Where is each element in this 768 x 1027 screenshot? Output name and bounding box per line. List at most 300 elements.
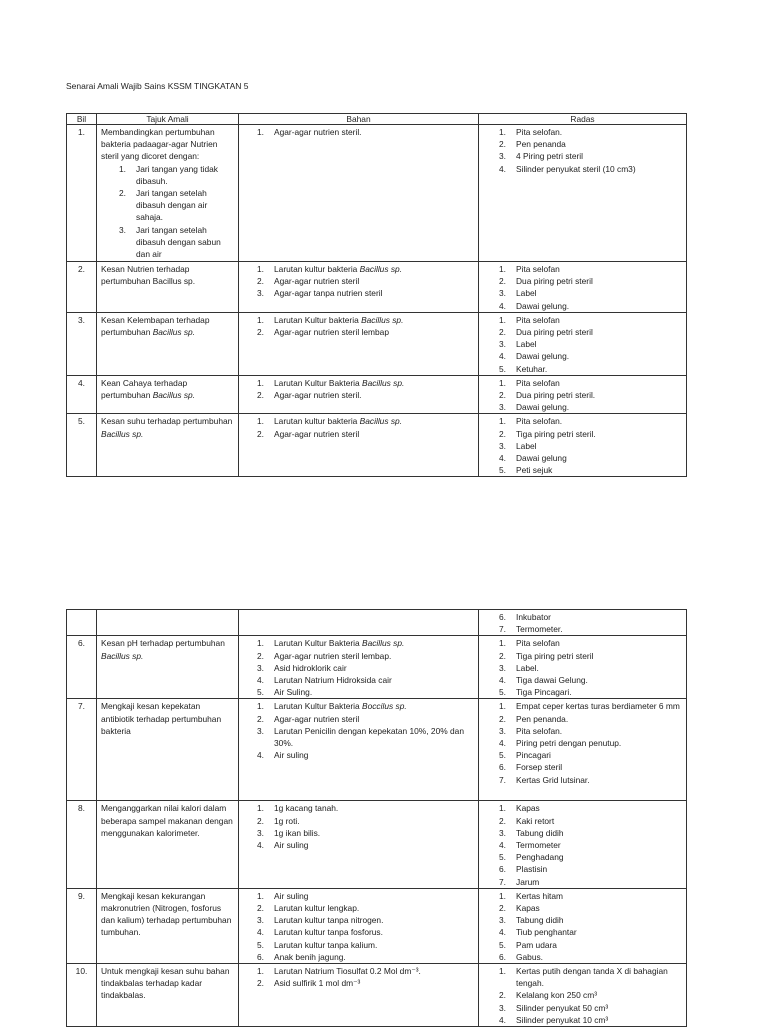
list-text [516,1002,608,1014]
text-segment: Tiub penghantar [516,927,577,938]
list-item [483,774,682,786]
list-item [483,389,682,401]
list-number: 1. [499,264,506,274]
text-segment: Tabung didih [516,915,564,926]
text-segment: 1g ikan bilis. [274,827,321,838]
list-text [516,363,547,375]
text-segment: Larutan Natrium Tiosulfat 0.2 Mol dm⁻³. [274,966,421,977]
list-item [243,637,474,649]
list-text [136,224,234,261]
text-segment: Larutan Natrium Hidroksida cair [274,675,392,686]
text-segment: Inkubator [516,612,551,622]
text-segment: Dua piring petri steril. [516,390,596,401]
italic-text: Boccilus sp. [362,701,407,712]
text-segment: Peti sejuk [516,465,553,476]
list-item [483,314,682,326]
list-text [516,902,540,914]
cell-bil [67,610,97,636]
list-number: 3. [257,725,264,736]
list-item [483,863,682,875]
list-item [243,377,474,389]
table-row [67,636,687,699]
text-segment: Label [516,288,537,299]
list-number: 2. [257,713,264,724]
list-number: 1. [499,314,506,325]
list-item [243,926,474,938]
table-row [67,610,687,636]
list-number: 2. [257,390,264,401]
cell-bahan [239,125,479,262]
table-row [67,262,687,313]
cell-bil: 5. [67,414,97,477]
list-number: 1. [257,803,264,814]
list-text [274,326,389,338]
numbered-list [483,700,682,785]
list-number: 2. [499,276,506,287]
list-text [516,401,569,413]
list-number: 5. [257,939,264,950]
table-row [67,312,687,375]
list-number: 1. [499,127,506,137]
list-number: 4. [499,1014,506,1025]
italic-text: Bacillus sp. [359,264,403,274]
numbered-list [243,802,474,851]
list-text [274,428,359,440]
list-text [516,761,562,773]
text-segment: Tiga dawai Gelung. [516,675,588,686]
list-number: 4. [499,351,506,362]
tajuk-text [101,415,234,439]
list-item [483,300,682,312]
list-number: 4. [499,738,506,749]
numbered-list [243,890,474,963]
tajuk-text [101,377,234,401]
list-item [483,338,682,350]
numbered-list [243,263,474,300]
list-text [274,263,402,275]
list-text [516,686,572,698]
list-number: 5. [499,750,506,761]
list-number: 3. [499,402,506,413]
italic-text: Bacillus sp. [359,416,403,427]
list-number: 3. [499,440,506,451]
list-text [516,725,562,737]
text-segment: Kapas [516,903,540,914]
cell-bahan [239,636,479,699]
list-number: 2. [499,139,506,150]
list-item [483,914,682,926]
list-item [243,815,474,827]
list-text [516,774,590,786]
list-item [243,326,474,338]
numbered-list [483,802,682,887]
list-item [483,611,682,623]
cell-bil: 9. [67,888,97,963]
text-segment: Kapas [516,803,540,814]
list-number: 4. [499,840,506,851]
list-text [516,428,596,440]
text-segment: Dawai gelung. [516,300,570,311]
cell-tajuk-amali [97,636,239,699]
list-number: 3. [257,288,264,299]
list-item [483,951,682,963]
list-item [243,890,474,902]
cell-bahan [239,414,479,477]
list-number: 4. [257,750,264,761]
list-text [274,415,402,427]
list-item [483,623,682,635]
list-item [483,415,682,427]
list-item [483,126,682,138]
list-text [516,338,537,350]
list-number: 2. [257,903,264,914]
list-item [483,150,682,162]
text-segment: Dua piring petri steril [516,276,593,287]
list-item [483,650,682,662]
list-item [483,827,682,839]
cell-bahan [239,312,479,375]
list-item [483,464,682,476]
list-item [243,839,474,851]
list-number: 2. [499,903,506,914]
cell-bahan [239,801,479,888]
list-number: 4. [257,840,264,851]
list-number: 2. [119,188,126,199]
text-segment: Tabung didih [516,827,564,838]
list-number: 2. [499,428,506,439]
list-text [274,939,377,951]
cell-radas [479,610,687,636]
numbered-list [243,415,474,439]
list-text [516,326,593,338]
text-segment: Kaki retort [516,815,555,826]
list-text [274,650,391,662]
list-item [243,914,474,926]
numbered-list [243,126,474,138]
cell-bahan [239,375,479,414]
list-text [516,126,562,138]
cell-tajuk-amali [97,801,239,888]
text-segment: Jari tangan setelah dibasuh dengan air sahaja. [136,188,208,223]
text-segment: Air suling [274,840,309,851]
cell-tajuk-amali [97,312,239,375]
list-item [243,314,474,326]
cell-radas [479,375,687,414]
list-number: 2. [499,815,506,826]
list-number: 1. [499,890,506,901]
table-row [67,888,687,963]
tajuk-text [101,890,234,939]
text-segment: Empat ceper kertas turas berdiameter 6 mm [516,701,680,712]
list-item [243,713,474,725]
list-text [516,440,537,452]
italic-text: Bacillus sp. [152,390,196,401]
list-text [274,914,383,926]
numbered-list [483,890,682,963]
text-segment: Pita selofan. [516,127,563,137]
list-item [483,989,682,1001]
cell-bil: 10. [67,964,97,1027]
text-segment: Agar-agar nutrien steril. [274,127,362,137]
list-item [483,876,682,888]
text-segment: Air suling [274,890,309,901]
cell-radas [479,636,687,699]
list-item [483,713,682,725]
numbered-list [243,965,474,989]
list-item [101,224,234,261]
text-segment: Asid sulfirik 1 mol dm⁻³ [274,978,361,989]
list-text [274,926,383,938]
list-item [483,326,682,338]
text-segment: Forsep steril [516,762,563,773]
list-text [516,713,568,725]
list-number: 1. [499,638,506,649]
cell-radas [479,964,687,1027]
numbered-list [483,263,682,312]
cell-bahan [239,262,479,313]
list-number: 4. [499,927,506,938]
text-segment: Pen penanda. [516,713,569,724]
list-text [516,415,562,427]
list-text [274,839,308,851]
list-item [243,275,474,287]
text-segment: Agar-agar nutrien steril [274,276,360,287]
list-text [274,713,359,725]
text-segment: Kertas Grid lutsinar. [516,774,590,785]
text-segment: Dua piring petri steril [516,327,593,338]
list-item [483,749,682,761]
list-text [274,674,392,686]
list-text [274,965,421,977]
list-text [516,749,551,761]
list-text [516,965,682,989]
cell-tajuk-amali [97,125,239,262]
list-text [516,674,588,686]
list-text [274,686,312,698]
cell-tajuk-amali [97,375,239,414]
tajuk-text [101,802,234,839]
list-number: 3. [257,915,264,926]
list-number: 1. [499,966,506,977]
numbered-list [483,637,682,698]
cell-bahan [239,964,479,1027]
list-item [243,415,474,427]
list-text [274,275,359,287]
text-segment: Pincagari [516,750,551,761]
list-text [516,623,563,635]
text-segment: Agar-agar tanpa nutrien steril [274,288,383,299]
text-segment: Air Suling. [274,687,313,698]
list-number: 5. [499,465,506,476]
text-segment: Agar-agar nutrien steril lembap [274,327,389,338]
document-title: Senarai Amali Wajib Sains KSSM TINGKATAN 5 [66,81,249,91]
list-text [516,737,621,749]
list-number: 1. [499,377,506,388]
list-number: 3. [499,339,506,350]
numbered-list [483,377,682,414]
list-text [274,389,362,401]
list-number: 6. [499,612,506,622]
header-radas: Radas [479,114,687,125]
list-text [516,650,593,662]
italic-text: Bacillus sp. [152,327,196,338]
numbered-list [243,637,474,698]
text-segment: Larutan Kultur Bakteria [274,377,362,388]
list-number: 1. [257,416,264,427]
numbered-list [243,700,474,761]
list-item [243,686,474,698]
list-text [274,126,362,138]
list-text [516,914,564,926]
list-text [274,377,404,389]
cell-bil: 4. [67,375,97,414]
list-number: 2. [257,978,264,989]
text-segment: Plastisin [516,864,548,875]
list-number: 3. [499,915,506,926]
list-number: 2. [499,990,506,1001]
list-item [483,637,682,649]
cell-bil: 7. [67,699,97,801]
cell-bil: 8. [67,801,97,888]
text-segment: Agar-agar nutrien steril. [274,390,362,401]
text-segment: Kesan Nutrien terhadap pertumbuhan Bacillus sp. [101,264,196,287]
text-segment: Dawai gelung. [516,402,570,413]
header-bahan: Bahan [239,114,479,125]
list-item [483,428,682,440]
list-number: 7. [499,774,506,785]
cell-tajuk-amali [97,262,239,313]
list-number: 6. [257,951,264,962]
list-text [516,314,560,326]
text-segment: Dawai gelung. [516,351,570,362]
list-number: 6. [499,951,506,962]
text-segment: Label [516,339,537,350]
text-segment: Larutan kultur bakteria [274,264,360,274]
list-item [483,1014,682,1026]
list-text [516,138,566,150]
table-row [67,964,687,1027]
list-number: 1. [499,803,506,814]
text-segment: Gabus. [516,951,544,962]
list-item [483,440,682,452]
list-item [483,700,682,712]
list-number: 6. [499,864,506,875]
list-text [516,926,577,938]
table-row [67,801,687,888]
list-item [483,363,682,375]
text-segment: Air suling [274,750,309,761]
list-text [516,700,680,712]
list-number: 2. [257,650,264,661]
list-number: 1. [257,127,264,137]
cell-bahan [239,699,479,801]
list-text [274,890,308,902]
table-row [67,699,687,801]
text-segment: Agar-agar nutrien steril [274,713,360,724]
text-segment: Larutan kultur tanpa kalium. [274,939,378,950]
list-item [243,802,474,814]
list-item [483,287,682,299]
numbered-list [483,965,682,1026]
list-number: 5. [499,363,506,374]
text-segment: Tiga piring petri steril [516,650,594,661]
list-text [274,951,346,963]
list-item [243,674,474,686]
list-text [516,939,557,951]
text-segment: Asid hidroklorik cair [274,662,347,673]
text-segment: Untuk mengkaji kesan suhu bahan tindakbalas terhadap kadar tindakbalas. [101,966,230,1001]
list-number: 3. [499,662,506,673]
text-segment: 4 Piring petri steril [516,151,584,162]
list-number: 4. [257,675,264,686]
list-number: 3. [119,224,126,235]
list-number: 7. [499,876,506,887]
text-segment: Kertas putih dengan tanda X di bahagian tengah. [516,966,668,989]
list-text [516,839,561,851]
list-item [483,737,682,749]
list-text [516,377,560,389]
text-segment: 1g kacang tanah. [274,803,339,814]
table-header-row [67,114,687,125]
list-item [483,350,682,362]
list-number: 2. [257,815,264,826]
list-item [243,827,474,839]
cell-radas [479,801,687,888]
text-segment: Mengkaji kesan kepekatan antibiotik terhadap pertumbuhan bakteria [101,701,222,736]
list-item [483,163,682,175]
list-text [136,163,234,187]
list-item [243,749,474,761]
list-item [483,839,682,851]
list-item [243,287,474,299]
text-segment: Jarum [516,876,540,887]
cell-tajuk-amali [97,888,239,963]
list-text [516,611,551,623]
numbered-list [243,377,474,401]
list-number: 4. [499,300,506,311]
list-number: 1. [257,890,264,901]
cell-bahan [239,888,479,963]
list-text [516,876,539,888]
cell-bil: 3. [67,312,97,375]
list-item [483,902,682,914]
list-item [483,452,682,464]
tajuk-text [101,126,234,163]
list-item [483,1002,682,1014]
list-number: 3. [257,827,264,838]
list-text [516,350,569,362]
tajuk-text [101,965,234,1002]
list-number: 1. [499,701,506,712]
list-item [243,700,474,712]
text-segment: Pen penanda [516,139,566,150]
list-text [516,464,552,476]
list-text [516,989,597,1001]
text-segment: Larutan Kultur Bakteria [274,638,362,649]
list-number: 4. [499,163,506,174]
list-item [243,126,474,138]
list-number: 2. [257,428,264,439]
list-number: 2. [257,327,264,338]
list-text [516,287,537,299]
list-number: 7. [499,624,506,635]
text-segment: Pita selofan [516,638,560,649]
list-item [483,926,682,938]
list-item [243,389,474,401]
text-segment: Pam udara [516,939,557,950]
list-item [483,851,682,863]
list-number: 4. [257,927,264,938]
